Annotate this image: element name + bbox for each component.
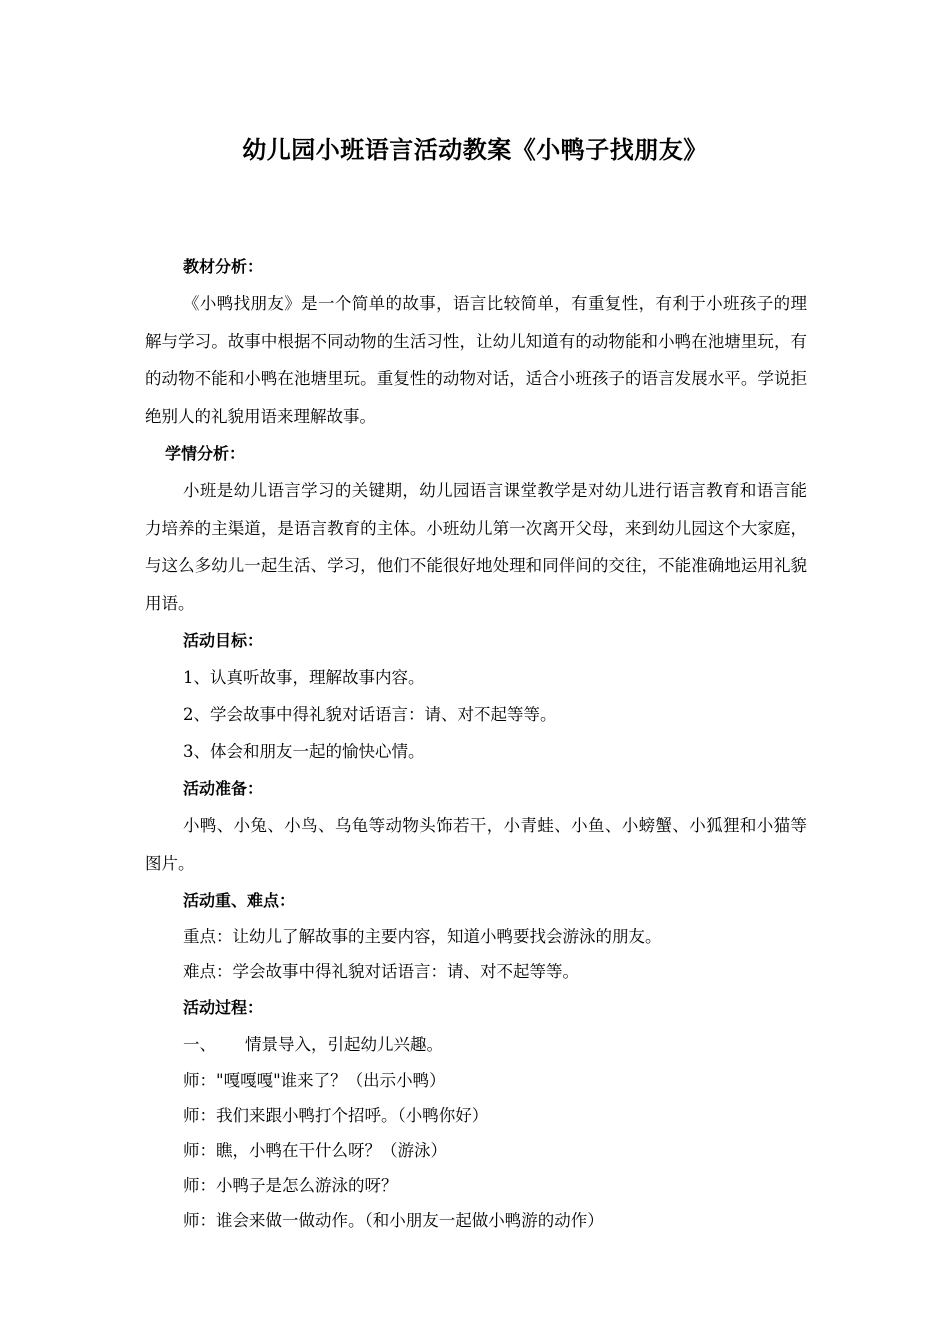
learner-analysis-text: 小班是幼儿语言学习的关键期，幼儿园语言课堂教学是对幼儿进行语言教育和语言能力培养的主渠道，是语言教育的主体。小班幼儿第一次离开父母，来到幼儿园这个大家庭，与这么多幼儿一起生活、学习，他们不能很好地处理和同伴间的交往，不能准确地运用礼貌用语。 [145, 481, 807, 613]
goal-item: 2、学会故事中得礼貌对话语言：请、对不起等等。 [183, 705, 557, 724]
dialogue-line: 师：谁会来做一做动作。（和小朋友一起做小鸭游的动作） [183, 1211, 604, 1230]
dialogue-line: 师："嘎嘎嘎"谁来了？（出示小鸭） [183, 1071, 446, 1090]
difficulty-item: 难点：学会故事中得礼貌对话语言：请、对不起等等。 [183, 962, 579, 981]
section-heading-key-points: 活动重、难点： [183, 891, 296, 910]
section-heading-learners: 学情分析： [165, 444, 246, 463]
goal-item: 3、体会和朋友一起的愉快心情。 [183, 742, 425, 761]
goal-item: 1、认真听故事，理解故事内容。 [183, 668, 425, 687]
process-step-number: 一、 [183, 1035, 216, 1054]
dialogue-line: 师：瞧，小鸭在干什么呀？（游泳） [183, 1141, 447, 1160]
dialogue-line: 师：小鸭子是怎么游泳的呀？ [183, 1176, 398, 1195]
document-title: 幼儿园小班语言活动教案《小鸭子找朋友》 [242, 136, 708, 164]
section-heading-goals: 活动目标： [183, 631, 264, 650]
section-heading-preparation: 活动准备： [183, 779, 264, 798]
key-point-item: 重点：让幼儿了解故事的主要内容，知道小鸭要找会游泳的朋友。 [183, 927, 662, 946]
preparation-text: 小鸭、小兔、小鸟、乌龟等动物头饰若干，小青蛙、小鱼、小螃蟹、小狐狸和小猫等图片。 [145, 816, 807, 873]
dialogue-line: 师：我们来跟小鸭打个招呼。（小鸭你好） [183, 1106, 489, 1125]
process-step-title: 情景导入，引起幼儿兴趣。 [245, 1035, 443, 1054]
document-body [145, 248, 807, 1238]
section-heading-process: 活动过程： [183, 998, 264, 1017]
material-analysis-text: 《小鸭找朋友》是一个简单的故事，语言比较简单，有重复性，有利于小班孩子的理解与学习。故事中根据不同动物的生活习性，让幼儿知道有的动物能和小鸭在池塘里玩，有的动物不能和小鸭在池塘里玩。重复性的动物对话，适合小班孩子的语言发展水平。学说拒绝别人的礼貌用语来理解故事。 [145, 294, 807, 426]
process-step [145, 1026, 807, 1063]
section-heading-material: 教材分析： [183, 257, 264, 276]
